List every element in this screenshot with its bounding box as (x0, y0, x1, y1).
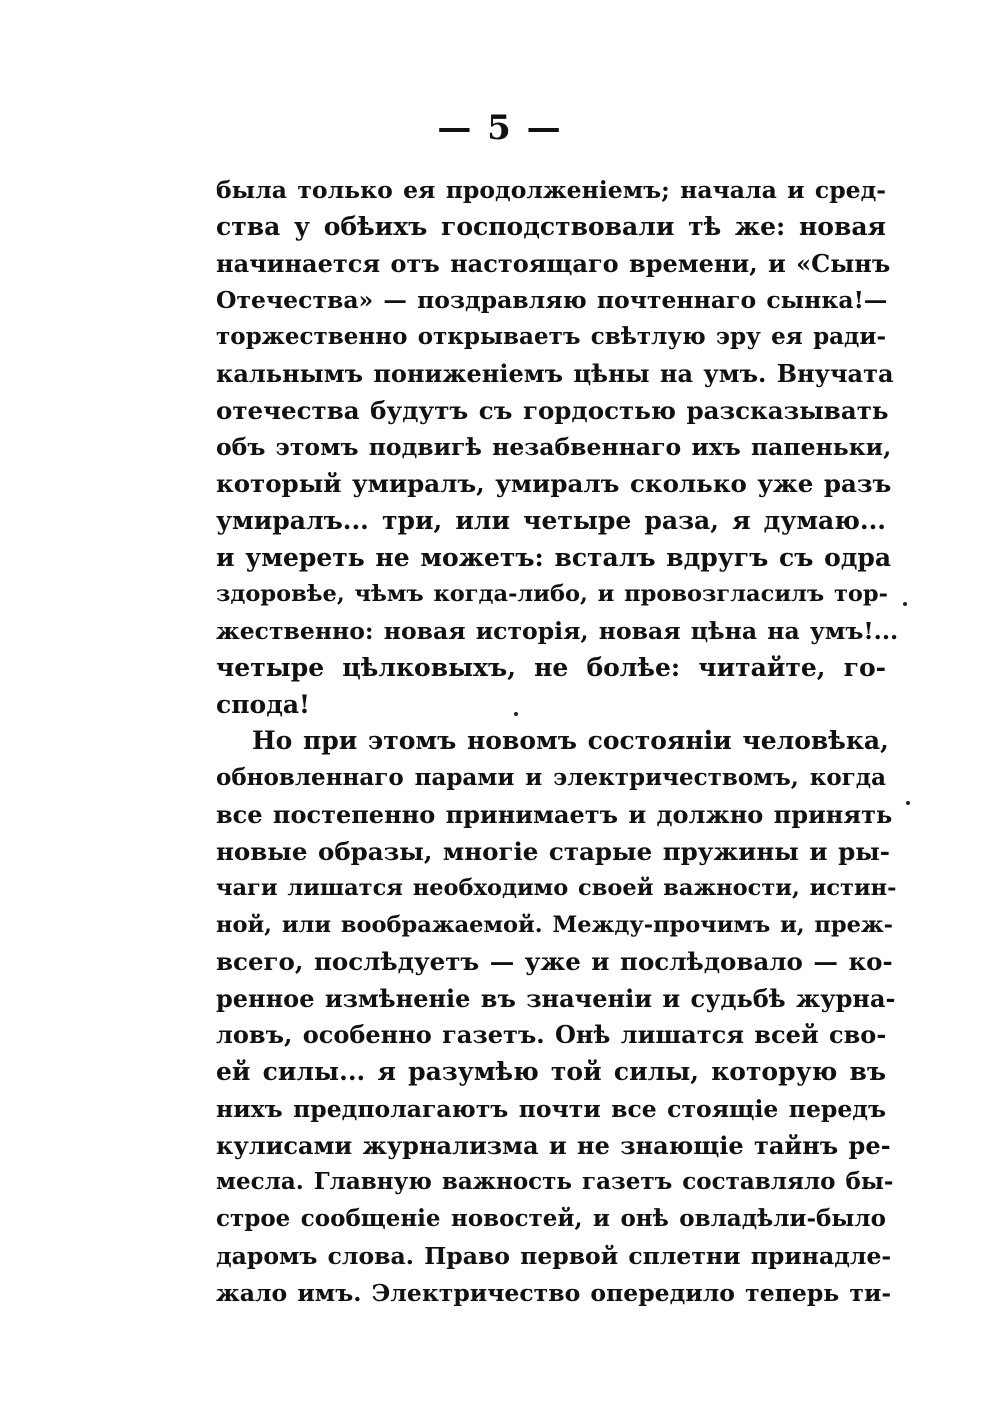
scan-speck (903, 602, 907, 606)
text-line: отечества будутъ съ гордостью разсказывать (216, 395, 889, 425)
text-line: была только ея продолженіемъ; начала и сред- (216, 176, 886, 204)
text-line: всего, послѣдуетъ — уже и послѣдовало — ко- (216, 946, 893, 976)
text-line: кулисами журнализма и не знающіе тайнъ ре- (216, 1130, 891, 1160)
text-line: спода! (216, 689, 311, 719)
text-line: даромъ слова. Право первой сплетни принадле- (216, 1241, 892, 1270)
text-line: ренное измѣненіе въ значеніи и судьбѣ журна- (216, 983, 896, 1013)
text-line: нихъ предполагаютъ почти все стоящіе передъ (216, 1094, 886, 1123)
text-line: строе сообщеніе новостей, и онѣ овладѣли-было (216, 1205, 886, 1232)
text-line: который умиралъ, умиралъ сколько уже разъ (216, 469, 892, 498)
text-line: кальнымъ пониженіемъ цѣны на умъ. Внучата (216, 358, 894, 388)
text-line: жественно: новая исторія, новая цѣна на умъ!... (216, 617, 899, 645)
text-line: торжественно открываетъ свѣтлую эру ея ради- (216, 323, 886, 350)
text-line: жало имъ. Электричество опередило теперь ти- (216, 1278, 892, 1307)
page-number: — 5 — (437, 108, 563, 148)
paragraph-2 (216, 723, 897, 1311)
text-line: ей силы... я разумѣю той силы, которую въ (216, 1057, 886, 1086)
text-line: ловъ, особенно газетъ. Онѣ лишатся всей сво- (216, 1020, 887, 1050)
paragraph-1 (216, 172, 899, 723)
scan-speck (514, 712, 518, 716)
scan-speck (906, 801, 910, 805)
text-line: и умереть не можетъ: всталъ вдругъ съ одра (216, 542, 892, 572)
text-line: месла. Главную важность газетъ составляло бы- (216, 1168, 894, 1196)
text-line: объ этомъ подвигѣ незабвеннаго ихъ папеньки, (216, 433, 892, 462)
text-line: ной, или воображаемой. Между-прочимъ и, преж- (216, 912, 894, 938)
body-text (216, 172, 899, 1311)
text-line: Но при этомъ новомъ состояніи человѣка, (252, 726, 889, 756)
text-line: четыре цѣлковыхъ, не болѣе: читайте, го- (216, 652, 886, 682)
text-line: чаги лишатся необходимо своей важности, истин- (216, 875, 897, 902)
text-line: начинается отъ настоящаго времени, и «Сынъ (216, 248, 891, 278)
text-line: обновленнаго парами и электричествомъ, когда (216, 764, 886, 791)
text-line: ства у обѣихъ господствовали тѣ же: новая (216, 211, 886, 241)
text-line: новые образы, многіе старые пружины и ры- (216, 836, 890, 866)
text-line: все постепенно принимаетъ и должно принять (216, 799, 893, 829)
text-line: умиралъ... три, или четыре раза, я думаю... (216, 505, 886, 535)
text-line: Отечества» — поздравляю почтеннаго сынка!— (216, 286, 888, 315)
text-line: здоровѣе, чѣмъ когда-либо, и провозгласилъ тор- (216, 581, 888, 608)
